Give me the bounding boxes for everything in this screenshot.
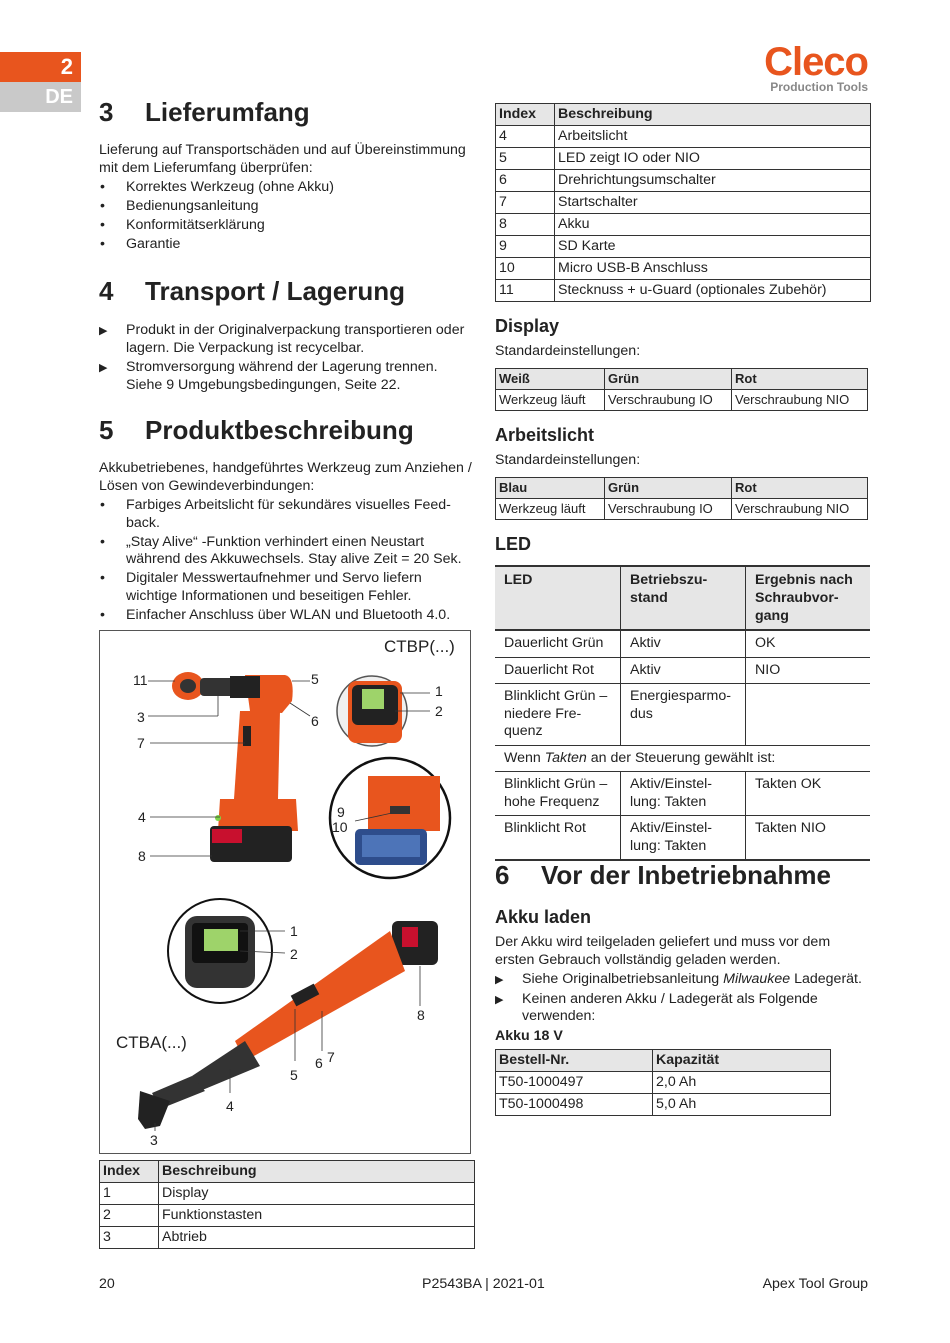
column-header: LED	[495, 566, 621, 630]
list-item: • Digitaler Messwertaufnehmer und Servo liefern wichtige Informationen und beseitigen Fehler.	[99, 570, 474, 605]
callout-7-lower: 7	[327, 1049, 335, 1065]
table-row: 6 Drehrichtungsumschalter	[496, 170, 871, 192]
column-header: Index	[100, 1161, 159, 1183]
callout-3-lower: 3	[150, 1132, 158, 1148]
worklight-subtitle: Standardeinstellungen:	[495, 452, 641, 468]
section-6-heading: 6 Vor der Inbetriebnahme	[495, 860, 831, 890]
page-number: 20	[99, 1276, 115, 1292]
table-row: 7 Startschalter	[496, 192, 871, 214]
document-id: P2543BA | 2021-01	[422, 1276, 545, 1292]
tool-illustration	[100, 631, 470, 1153]
callout-2: 2	[435, 703, 443, 719]
column-header: Index	[496, 104, 555, 126]
led-table	[495, 565, 870, 861]
table-row: 1 Display	[100, 1183, 475, 1205]
column-header: Beschreibung	[555, 104, 871, 126]
list-item: • Konformitätserklärung	[99, 217, 474, 235]
callout-1-lower: 1	[290, 923, 298, 939]
list-item: • Einfacher Anschluss über WLAN und Bluetooth 4.0.	[99, 607, 474, 625]
list-item: ▶ Siehe Originalbetriebsanleitung Milwaukee Ladegerät.	[495, 971, 871, 989]
table-row: Werkzeug läuft Verschraubung IO Verschraubung NIO	[496, 389, 868, 410]
table-row: Werkzeug läuft Verschraubung IO Verschraubung NIO	[496, 498, 868, 519]
table-row: 5 LED zeigt IO oder NIO	[496, 148, 871, 170]
section-5-heading: 5 Produktbeschreibung	[99, 415, 414, 445]
language-tab: DE	[0, 82, 81, 112]
logo-subtitle: Production Tools	[770, 80, 868, 94]
list-item: • „Stay Alive“ -Funktion verhindert einen Neustart während des Akkuwechsels. Stay alive Zeit = 20 Sek.	[99, 534, 474, 569]
worklight-section	[495, 425, 871, 520]
list-item: ▶ Produkt in der Originalverpackung transportieren oder lagern. Die Verpackung ist recycelbar.	[99, 322, 474, 357]
logo-brand: Cleco	[764, 40, 868, 84]
led-section	[495, 534, 871, 861]
table-row: Blinklicht Grün – hohe Frequenz Aktiv/Einstel-lung: Takten Takten OK	[495, 772, 870, 816]
callout-6: 6	[311, 713, 319, 729]
list-item: • Garantie	[99, 236, 474, 254]
section-3-intro: Lieferung auf Transportschäden und auf Übereinstimmung mit dem Lieferumfang überprüfen:	[99, 142, 466, 176]
charging-list	[495, 971, 871, 1026]
table-row: Blinklicht Grün – niedere Fre-quenz Energiesparmo-dus	[495, 684, 870, 746]
section-3-heading: 3 Lieferumfang	[99, 97, 310, 127]
list-item: ▶ Stromversorgung während der Lagerung trennen. Siehe 9 Umgebungsbedingungen, Seite 22.	[99, 359, 474, 394]
index-table-right	[495, 103, 871, 302]
index-table-left	[99, 1160, 475, 1249]
column-header: Weiß	[496, 368, 605, 389]
table-row: Dauerlicht Grün Aktiv OK	[495, 630, 870, 657]
callout-8: 8	[138, 848, 146, 864]
callout-8-lower: 8	[417, 1007, 425, 1023]
callout-4-lower: 4	[226, 1098, 234, 1114]
callout-5-lower: 5	[290, 1067, 298, 1083]
callout-9: 9	[337, 804, 345, 820]
section-5	[99, 415, 474, 626]
list-item: ▶ Keinen anderen Akku / Ladegerät als Folgende verwenden:	[495, 991, 871, 1026]
section-5-intro: Akkubetriebenes, handgeführtes Werkzeug zum Anziehen / Lösen von Gewindeverbindungen:	[99, 460, 472, 494]
table-row: 8 Akku	[496, 214, 871, 236]
figure-label-ctba: CTBA(...)	[116, 1033, 187, 1052]
column-header: Ergebnis nach Schraubvor-gang	[746, 566, 871, 630]
section-3	[99, 97, 474, 255]
charge-battery-heading: Akku laden	[495, 907, 592, 927]
battery-table	[495, 1049, 831, 1116]
table-row: 10 Micro USB-B Anschluss	[496, 258, 871, 280]
column-header: Beschreibung	[159, 1161, 475, 1183]
sd-card-zoom-image	[330, 758, 450, 878]
angle-tool-image	[138, 899, 438, 1129]
features-list	[99, 497, 474, 624]
table-row: 9 SD Karte	[496, 236, 871, 258]
table-row: 4 Arbeitslicht	[496, 126, 871, 148]
section-6	[495, 860, 871, 1116]
battery-type-label: Akku 18 V	[495, 1027, 563, 1044]
list-item: • Korrektes Werkzeug (ohne Akku)	[99, 179, 474, 197]
transport-list	[99, 322, 474, 394]
column-header: Grün	[605, 477, 732, 498]
column-header: Betriebszu-stand	[621, 566, 746, 630]
callout-2-lower: 2	[290, 946, 298, 962]
figure-label-ctbp: CTBP(...)	[384, 637, 455, 656]
table-row: T50-1000497 2,0 Ah	[496, 1072, 831, 1094]
display-heading: Display	[495, 316, 560, 336]
callout-5: 5	[311, 671, 319, 687]
table-row: 2 Funktionstasten	[100, 1205, 475, 1227]
worklight-table	[495, 477, 868, 520]
callout-11: 11	[133, 672, 148, 688]
column-header: Bestell-Nr.	[496, 1050, 653, 1072]
column-header: Kapazität	[653, 1050, 831, 1072]
callout-4: 4	[138, 809, 146, 825]
company-name: Apex Tool Group	[762, 1276, 868, 1292]
callout-7: 7	[137, 735, 145, 751]
table-row: 3 Abtrieb	[100, 1227, 475, 1249]
callout-1: 1	[435, 683, 443, 699]
led-heading: LED	[495, 534, 531, 554]
product-figure	[99, 630, 471, 1154]
section-4	[99, 276, 474, 396]
table-row: 11 Stecknuss + u-Guard (optionales Zubehör)	[496, 280, 871, 302]
callout-3: 3	[137, 709, 145, 725]
display-table	[495, 368, 868, 411]
pistol-tool-image	[172, 672, 298, 862]
table-row: Blinklicht Rot Aktiv/Einstel-lung: Takten Takten NIO	[495, 816, 870, 861]
column-header: Grün	[605, 368, 732, 389]
table-row: Dauerlicht Rot Aktiv NIO	[495, 657, 870, 684]
column-header: Blau	[496, 477, 605, 498]
section-6-intro: Der Akku wird teilgeladen geliefert und muss vor dem ersten Gebrauch vollständig geladen werden.	[495, 934, 831, 968]
callout-10: 10	[332, 819, 348, 835]
display-section	[495, 316, 871, 411]
delivery-list	[99, 179, 474, 254]
list-item: • Bedienungsanleitung	[99, 198, 474, 216]
list-item: • Farbiges Arbeitslicht für sekundäres visuelles Feed-back.	[99, 497, 474, 532]
table-note-row: Wenn Takten an der Steuerung gewählt ist:	[495, 745, 870, 772]
column-header: Rot	[732, 368, 868, 389]
column-header: Rot	[732, 477, 868, 498]
display-subtitle: Standardeinstellungen:	[495, 343, 641, 359]
chapter-number-tab: 2	[0, 52, 81, 82]
cleco-logo	[764, 42, 868, 94]
section-4-heading: 4 Transport / Lagerung	[99, 276, 406, 306]
callout-6-lower: 6	[315, 1055, 323, 1071]
worklight-heading: Arbeitslicht	[495, 425, 595, 445]
callout-lines	[148, 681, 430, 1131]
table-row: T50-1000498 5,0 Ah	[496, 1094, 831, 1116]
